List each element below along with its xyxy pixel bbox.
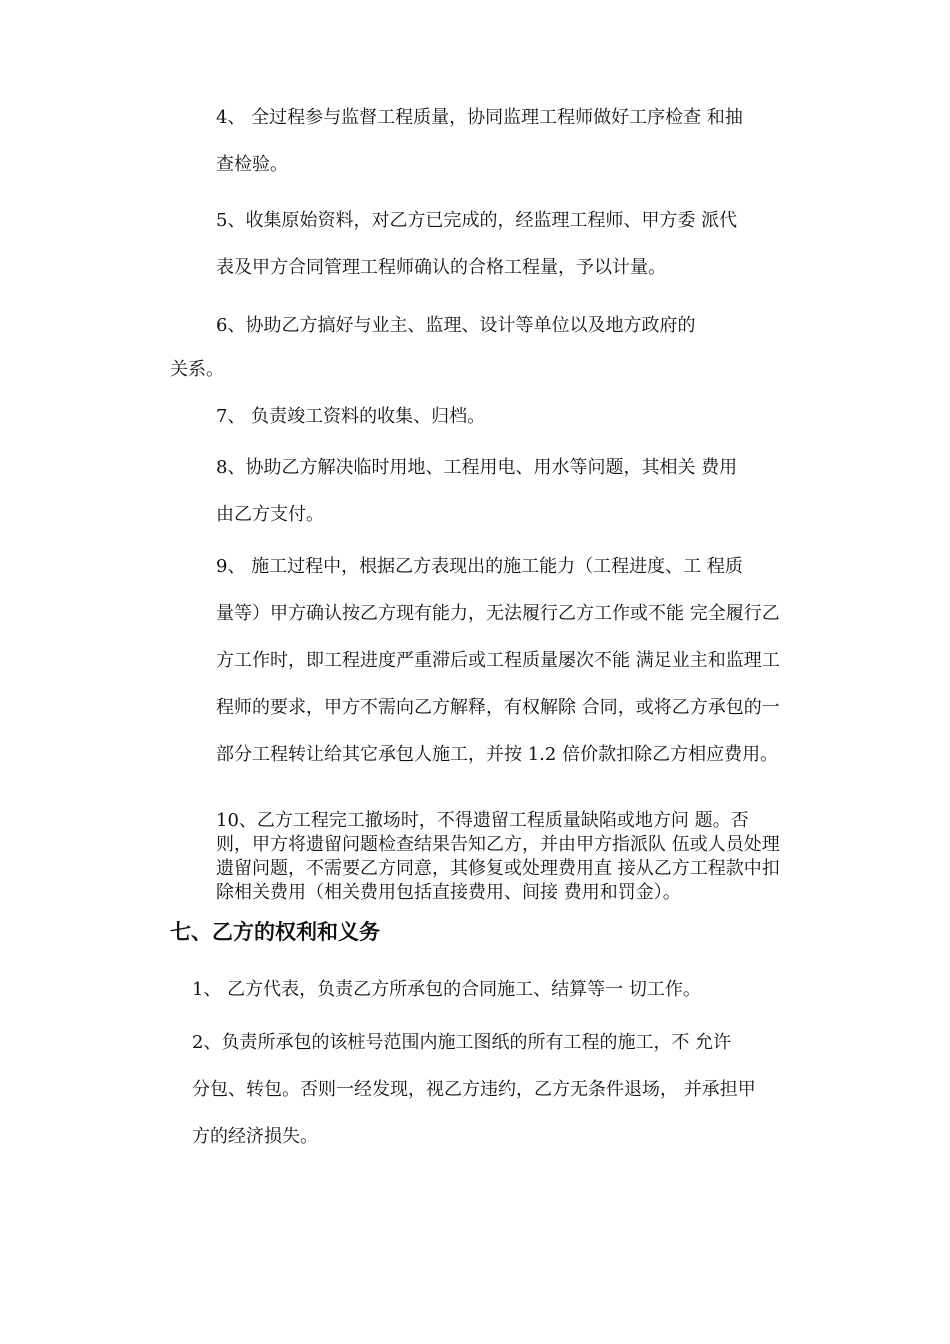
paragraph-line: 程师的要求，甲方不需向乙方解释，有权解除 合同，或将乙方承包的一 [216, 697, 780, 718]
paragraph-line: 8、协助乙方解决临时用地、工程用电、用水等问题，其相关 费用 [216, 457, 738, 478]
paragraph-line: 5、收集原始资料，对乙方已完成的，经监理工程师、甲方委 派代 [216, 210, 738, 231]
paragraph-line: 除相关费用（相关费用包括直接费用、间接 费用和罚金）。 [216, 882, 681, 903]
paragraph-4 [170, 94, 820, 188]
paragraph-line: 遗留问题，不需要乙方同意，其修复或处理费用直 接从乙方工程款中扣 [216, 858, 780, 879]
section-item-2 [170, 1019, 820, 1160]
section-heading: 七、乙方的权利和义务 [170, 920, 380, 944]
paragraph-line: 分包、转包。否则一经发现，视乙方违约，乙方无条件退场， 并承担甲 [192, 1079, 756, 1100]
paragraph-7 [170, 393, 820, 440]
paragraph-line: 4、 全过程参与监督工程质量，协同监理工程师做好工序检查 和抽 [216, 107, 743, 128]
paragraph-10 [170, 809, 820, 905]
paragraph-line: 方工作时，即工程进度严重滞后或工程质量屡次不能 满足业主和监理工 [216, 650, 780, 671]
paragraph-line: 1、 乙方代表，负责乙方所承包的合同施工、结算等一 切工作。 [192, 979, 701, 1000]
paragraph-8 [170, 444, 820, 538]
paragraph-line: 7、 负责竣工资料的收集、归档。 [216, 406, 486, 427]
paragraph-line: 由乙方支付。 [216, 504, 324, 525]
paragraph-line: 方的经济损失。 [192, 1126, 318, 1147]
paragraph-line: 6、协助乙方搞好与业主、监理、设计等单位以及地方政府的 [216, 315, 696, 336]
paragraph-line: 关系。 [170, 359, 224, 380]
paragraph-line: 查检验。 [216, 154, 288, 175]
paragraph-line: 10、乙方工程完工撤场时，不得遗留工程质量缺陷或地方问 题。否 [216, 810, 749, 831]
paragraph-line: 2、负责所承包的该桩号范围内施工图纸的所有工程的施工，不 允许 [192, 1032, 732, 1053]
paragraph-9 [170, 543, 820, 778]
paragraph-line: 部分工程转让给其它承包人施工，并按 1.2 倍价款扣除乙方相应费用。 [216, 744, 779, 765]
paragraph-5 [170, 197, 820, 291]
paragraph-line: 9、 施工过程中，根据乙方表现出的施工能力（工程进度、工 程质 [216, 556, 743, 577]
paragraph-6 [170, 314, 820, 402]
paragraph-line: 量等）甲方确认按乙方现有能力，无法履行乙方工作或不能 完全履行乙 [216, 603, 780, 624]
section-item-1 [170, 966, 820, 1013]
paragraph-line: 则，甲方将遗留问题检查结果告知乙方，并由甲方指派队 伍或人员处理 [216, 834, 780, 855]
paragraph-line: 表及甲方合同管理工程师确认的合格工程量，予以计量。 [216, 257, 666, 278]
